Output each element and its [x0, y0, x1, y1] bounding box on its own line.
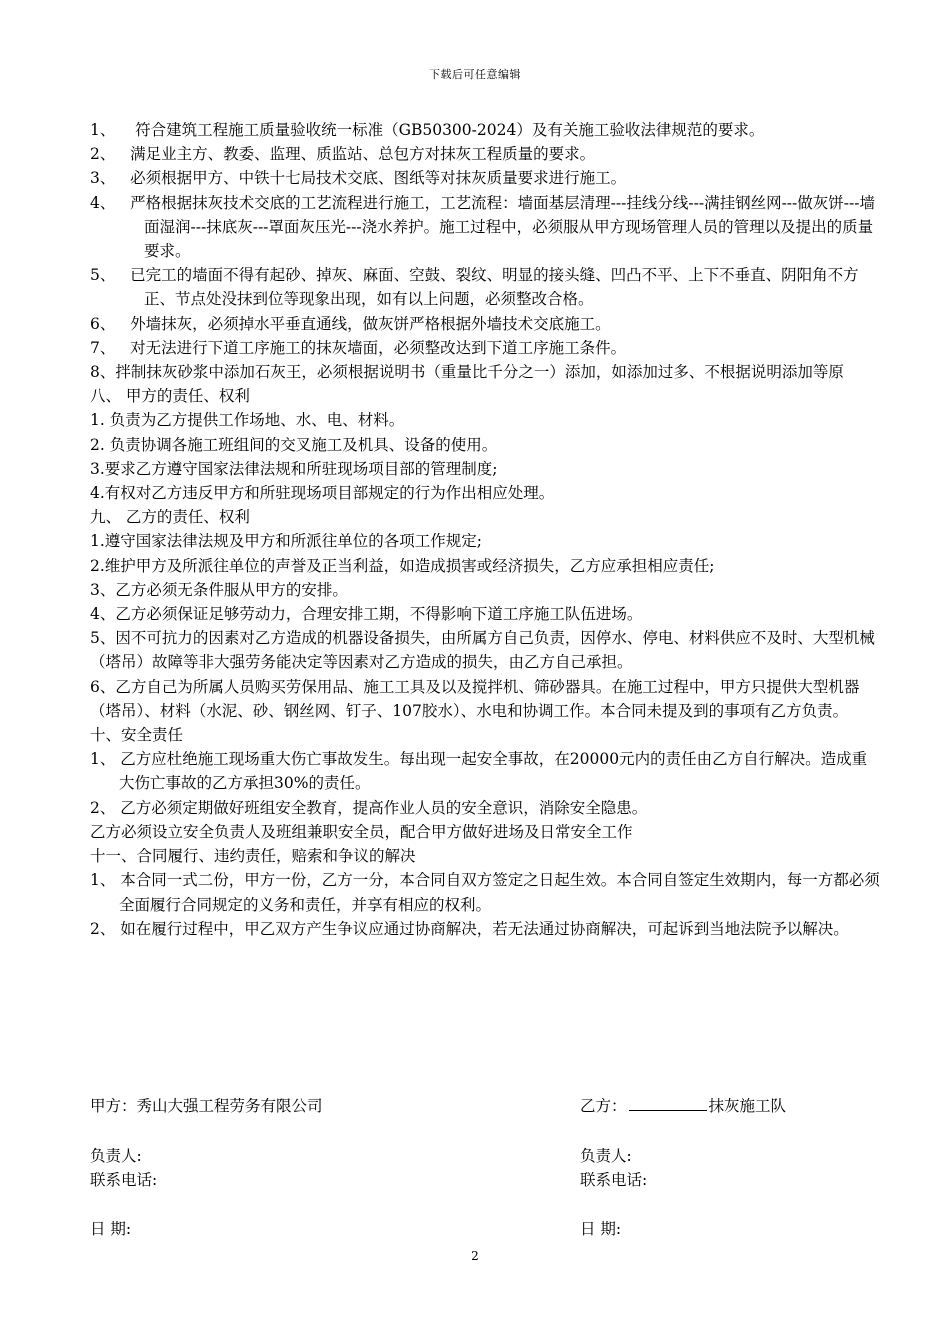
paragraph: 1、 符合建筑工程施工质量验收统一标准（GB50300-2024）及有关施工验收法律规范的要求。 [90, 121, 765, 139]
paragraph: 1.遵守国家法律法规及甲方和所派往单位的各项工作规定; [90, 532, 483, 551]
party-b-phone: 联系电话: [580, 1171, 648, 1189]
paragraph: 5、因不可抗力的因素对乙方造成的机器设备损失，由所属方自己负责，因停水、停电、材料供应不及时、大型机械（塔吊）故障等非大强劳务能决定等因素对乙方造成的损失，由乙方自己承担。 [90, 629, 875, 672]
paragraph: 8、拌制抹灰砂浆中添加石灰王，必须根据说明书（重量比千分之一）添加，如添加过多、不根据说明添加等原 [90, 363, 844, 382]
paragraph: 乙方必须设立安全负责人及班组兼职安全员，配合甲方做好进场及日常安全工作 [90, 822, 633, 841]
paragraph: 1、 本合同一式二份，甲方一份，乙方一分，本合同自双方签定之日起生效。本合同自签定生效期内，每一方都必须全面履行合同规定的义务和责任，并享有相应的权利。 [90, 871, 880, 914]
document-body [90, 118, 880, 941]
paragraph: 2、 乙方必须定期做好班组安全教育，提高作业人员的安全意识，消除安全隐患。 [90, 798, 648, 817]
paragraph: 4.有权对乙方违反甲方和所驻现场项目部规定的行为作出相应处理。 [90, 484, 555, 503]
paragraph: 九、 乙方的责任、权利 [90, 508, 250, 527]
paragraph: 3.要求乙方遵守国家法律法规和所驻现场项目部的管理制度; [90, 459, 498, 478]
party-b-date: 日 期: [580, 1220, 622, 1238]
paragraph: 2、 满足业主方、教委、监理、质监站、总包方对抹灰工程质量的要求。 [90, 145, 596, 164]
signature-row-date [90, 1217, 880, 1241]
paragraph: 4、乙方必须保证足够劳动力，合理安排工期，不得影响下道工序施工队伍进场。 [90, 605, 643, 624]
paragraph: 2、 如在履行过程中，甲乙双方产生争议应通过协商解决，若无法通过协商解决，可起诉到当地法院予以解决。 [90, 919, 849, 938]
paragraph: 3、 必须根据甲方、中铁十七局技术交底、图纸等对抹灰质量要求进行施工。 [90, 169, 627, 188]
party-a-phone: 联系电话: [90, 1171, 158, 1189]
page-header: 下载后可任意编辑 [429, 68, 521, 81]
party-a-name: 甲方：秀山大强工程劳务有限公司 [90, 1097, 323, 1115]
signature-row-parties [90, 1094, 880, 1118]
paragraph: 5、 已完工的墙面不得有起砂、掉灰、麻面、空鼓、裂纹、明显的接头缝、凹凸不平、上下不垂直、阴阳角不方正、节点处没抹到位等现象出现，如有以上问题，必须整改合格。 [90, 266, 859, 309]
paragraph: 2. 负责协调各施工班组间的交叉施工及机具、设备的使用。 [90, 435, 498, 454]
paragraph: 十一、合同履行、违约责任，赔索和争议的解决 [90, 847, 416, 866]
paragraph: 6、乙方自己为所属人员购买劳保用品、施工工具及以及搅拌机、筛砂器具。在施工过程中，甲方只提供大型机器（塔吊）、材料（水泥、砂、钢丝网、钉子、107胶水）、水电和协调工作。本合同未提及到的事项有乙方负责。 [90, 677, 860, 720]
paragraph: 八、 甲方的责任、权利 [90, 387, 250, 406]
paragraph: 4、 严格根据抹灰技术交底的工艺流程进行施工，工艺流程：墙面基层清理---挂线分线---满挂钢丝网---做灰饼---墙面湿润---抹底灰---罩面灰压光---浇水养护。施工过程中，必须服从甲方现场管理人员的管理以及提出的质量要求。 [90, 193, 875, 261]
party-a-date: 日 期: [90, 1220, 132, 1238]
party-b-responsible: 负责人: [580, 1147, 632, 1165]
paragraph: 6、 外墙抹灰，必须掉水平垂直通线，做灰饼严格根据外墙技术交底施工。 [90, 314, 611, 333]
paragraph: 3、乙方必须无条件服从甲方的安排。 [90, 580, 348, 599]
paragraph: 1. 负责为乙方提供工作场地、水、电、材料。 [90, 411, 405, 430]
party-b-name: 乙方： 抹灰施工队 [580, 1094, 786, 1116]
signature-row-phone [90, 1168, 880, 1192]
paragraph: 1、 乙方应杜绝施工现场重大伤亡事故发生。每出现一起安全事故，在20000元内的责任由乙方自行解决。造成重大伤亡事故的乙方承担30%的责任。 [90, 750, 868, 793]
party-b-blank [629, 1094, 707, 1111]
paragraph: 7、 对无法进行下道工序施工的抹灰墙面，必须整改达到下道工序施工条件。 [90, 338, 627, 357]
party-a-responsible: 负责人: [90, 1147, 142, 1165]
paragraph: 2.维护甲方及所派往单位的声誉及正当利益，如造成损害或经济损失，乙方应承担相应责任; [90, 556, 715, 575]
signature-row-responsible [90, 1144, 880, 1168]
paragraph: 十、安全责任 [90, 726, 184, 745]
page-number: 2 [471, 1249, 479, 1263]
